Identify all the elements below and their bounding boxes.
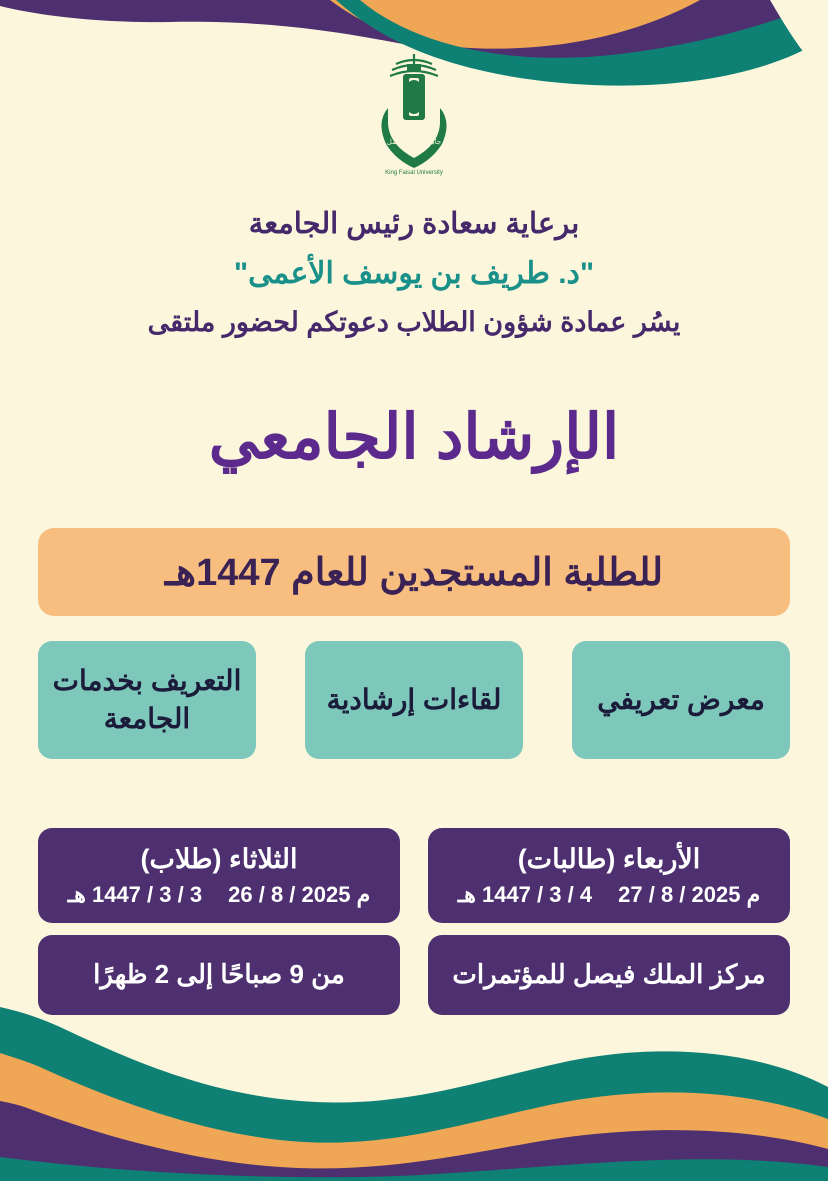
day-gregorian-date: م 2025 / 8 / 27 <box>618 881 761 907</box>
time-card <box>38 935 400 1015</box>
feature-label: معرض تعريفي <box>597 684 765 716</box>
king-faisal-university-logo-icon <box>366 48 462 178</box>
day-card-tuesday <box>38 828 400 923</box>
university-logo <box>366 48 462 178</box>
time-label: من 9 صباحًا إلى 2 ظهرًا <box>93 959 345 990</box>
feature-label: لقاءات إرشادية <box>326 684 502 716</box>
svg-text:King Faisal University: King Faisal University <box>385 170 443 176</box>
features-row <box>38 641 790 759</box>
logo-container <box>0 48 828 178</box>
day-dates <box>68 882 370 908</box>
day-title: الأربعاء (طالبات) <box>517 844 701 875</box>
page-title: الإرشاد الجامعي <box>208 403 620 472</box>
day-card-wednesday <box>428 828 790 923</box>
patron-line: برعاية سعادة رئيس الجامعة <box>248 208 580 240</box>
details-row <box>38 935 790 1015</box>
header-block <box>0 206 828 340</box>
feature-card <box>38 641 256 759</box>
dates-row <box>38 828 790 923</box>
day-title: الثلاثاء (طلاب) <box>140 844 298 875</box>
venue-card <box>428 935 790 1015</box>
day-hijri-date: 3 / 3 / 1447 هـ <box>67 881 203 907</box>
feature-card <box>305 641 523 759</box>
venue-label: مركز الملك فيصل للمؤتمرات <box>452 959 766 990</box>
feature-label: التعريف بخدمات الجامعة <box>52 665 242 734</box>
patron-name: "د. طريف بن يوسف الأعمى" <box>233 256 595 290</box>
invitation-line: يسُر عمادة شؤون الطلاب دعوتكم لحضور ملتقى <box>147 306 681 337</box>
svg-text:جامعة الملك فيصل: جامعة الملك فيصل <box>386 139 442 146</box>
day-dates <box>458 882 760 908</box>
subtitle-banner <box>38 528 790 616</box>
subtitle-banner-text: للطلبة المستجدين للعام 1447هـ <box>164 551 664 594</box>
day-hijri-date: 4 / 3 / 1447 هـ <box>457 881 593 907</box>
day-gregorian-date: م 2025 / 8 / 26 <box>228 881 371 907</box>
feature-card <box>572 641 790 759</box>
bottom-wave-decoration <box>0 991 828 1181</box>
